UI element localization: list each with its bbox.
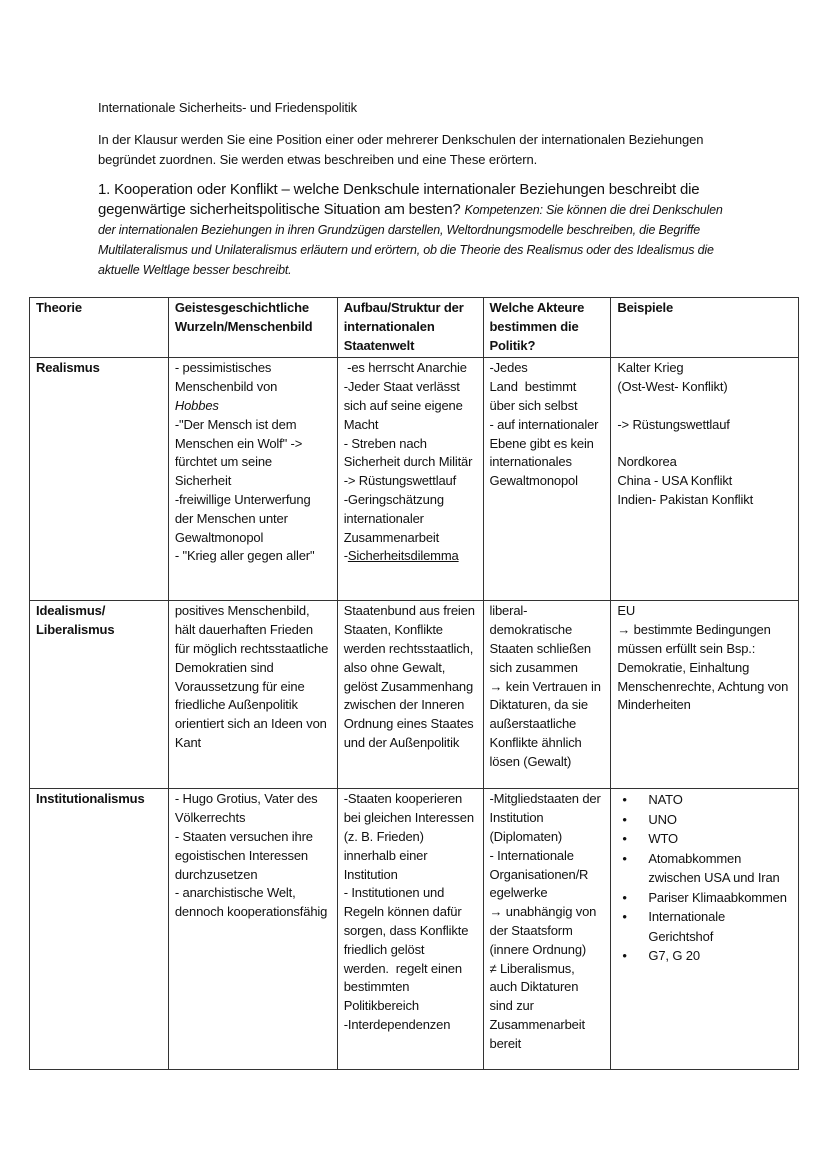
list-item-text: WTO: [648, 831, 678, 847]
roots-cell: [168, 601, 337, 789]
list-item-text: Atomabkommen zwischen USA und Iran: [648, 850, 780, 886]
cell-line: Land bestimmt über sich selbst: [489, 379, 580, 413]
cell-line: - Hugo Grotius, Vater des Völkerrechts: [174, 791, 321, 826]
actors-cell: [483, 601, 611, 789]
cell-line: -> Rüstungswettlauf: [617, 416, 730, 432]
task-competences: Kompetenzen: Sie können die drei Denkschulen der internationalen Beziehungen in ihren Grundzügen darstellen, Weltordnungsmodelle beschreiben, die Begriffe Multilateralismus und Unilateralismus erläutern und erörtern, ob die Theorie des Realismus oder des Idealismus die aktuelle Weltlage besser beschreibt.: [98, 203, 723, 277]
roots-cell: [168, 789, 337, 1070]
cell-line: Indien- Pakistan Konflikt: [617, 491, 754, 507]
list-item-text: UNO: [648, 811, 677, 827]
list-item: [617, 907, 792, 946]
cell-line: China - USA Konflikt: [617, 473, 733, 489]
bullet-icon: •: [622, 850, 627, 866]
examples-bullet-list: [617, 790, 792, 966]
bullet-icon: •: [622, 831, 627, 847]
header-structure: Aufbau/Struktur der internationalen Staatenwelt: [337, 298, 483, 358]
bullet-icon: •: [622, 948, 627, 964]
list-item: [617, 946, 792, 966]
cell-line: - Streben nach Sicherheit durch Militär -> Rüstungswettlauf: [343, 435, 476, 489]
list-item: [617, 790, 792, 810]
cell-line: positives Menschenbild, hält dauerhaften Frieden für möglich rechtsstaatliche Demokratien sind Voraussetzung für eine friedliche Außenpolitik orientiert sich an Ideen von Kant: [174, 603, 332, 750]
cell-line: Nordkorea: [617, 454, 677, 470]
underlined-term: Sicherheitsdilemma: [347, 548, 459, 564]
bullet-icon: •: [622, 811, 627, 827]
examples-cell: [611, 601, 799, 789]
header-actors: Welche Akteure bestimmen die Politik?: [483, 298, 611, 358]
cell-line: [617, 435, 792, 454]
page-title: Internationale Sicherheits- und Friedenspolitik: [98, 100, 358, 115]
cell-line: - pessimistisches Menschenbild von: [174, 360, 278, 395]
list-item: [617, 829, 792, 849]
cell-line: Hobbes: [174, 397, 219, 413]
table-row: [30, 601, 799, 789]
table-row: [30, 789, 799, 1070]
list-item: [617, 888, 792, 908]
dash-prefix: -: [343, 548, 348, 564]
cell-line: → kein Vertrauen in Diktaturen, da sie außerstaatliche Konflikte ähnlich lösen (Gewalt): [489, 678, 605, 769]
structure-cell: [337, 789, 483, 1070]
cell-line: -Staaten kooperieren bei gleichen Interessen (z. B. Frieden) innerhalb einer Institution: [343, 791, 478, 882]
cell-line: → unabhängig von der Staatsform (innere Ordnung): [489, 904, 600, 957]
intro-paragraph: In der Klausur werden Sie eine Position einer oder mehrerer Denkschulen der internationalen Beziehungen begründet zuordnen. Sie werden etwas beschreiben und eine These erörtern.: [98, 132, 704, 167]
examples-cell: [611, 789, 799, 1070]
structure-cell: [337, 358, 483, 601]
list-item-text: Pariser Klimaabkommen: [648, 889, 787, 905]
list-item-text: G7, G 20: [648, 948, 700, 964]
theory-name: Realismus: [30, 358, 169, 601]
structure-cell: [337, 601, 483, 789]
cell-line: -Geringschätzung internationaler Zusammenarbeit: [343, 491, 448, 545]
list-item: [617, 849, 792, 888]
cell-line: -Mitgliedstaaten der Institution (Diplomaten): [489, 791, 605, 844]
cell-line: werden. regelt einen bestimmten Politikbereich: [343, 960, 466, 1014]
theory-name: Idealismus/ Liberalismus: [30, 601, 169, 789]
cell-line: -Interdependenzen: [343, 1016, 451, 1032]
cell-line: - Institutionen und Regeln können dafür sorgen, dass Konflikte friedlich gelöst: [343, 885, 472, 957]
theory-name: Institutionalismus: [30, 789, 169, 1070]
cell-line: -es herrscht Anarchie: [343, 360, 467, 376]
cell-line: (Ost-West- Konflikt): [617, 379, 728, 395]
cell-line: -freiwillige Unterwerfung der Menschen unter Gewaltmonopol: [174, 491, 315, 545]
cell-line: -Jeder Staat verlässt sich auf seine eigene Macht: [343, 379, 467, 432]
actors-cell: [483, 789, 611, 1070]
cell-line: - Staaten versuchen ihre egoistischen Interessen durchzusetzen: [174, 828, 317, 882]
theories-table: [29, 297, 799, 1070]
header-roots: Geistesgeschichtliche Wurzeln/Menschenbild: [168, 298, 337, 358]
bullet-icon: •: [622, 909, 627, 925]
examples-cell: [611, 358, 799, 601]
task-paragraph: [98, 180, 738, 280]
actors-cell: [483, 358, 611, 601]
bullet-icon: •: [622, 792, 627, 808]
cell-line: [617, 397, 792, 416]
cell-line: → bestimmte Bedingungen müssen erfüllt sein Bsp.: Demokratie, Einhaltung Menschenrechte, Achtung von Minderheiten: [617, 622, 792, 713]
roots-cell: [168, 358, 337, 601]
table-header-row: [30, 298, 799, 358]
cell-line: [344, 547, 477, 566]
list-item-text: NATO: [648, 792, 683, 808]
bullet-icon: •: [622, 889, 627, 905]
list-item-text: Internationale Gerichtshof: [648, 909, 726, 944]
cell-line: ≠ Liberalismus, auch Diktaturen sind zur Zusammenarbeit bereit: [489, 960, 589, 1051]
cell-line: - "Krieg aller gegen aller": [174, 548, 315, 564]
header-theory: Theorie: [30, 298, 169, 358]
cell-line: - anarchistische Welt, dennoch kooperationsfähig: [174, 885, 328, 920]
table-row: [30, 358, 799, 601]
list-item: [617, 810, 792, 830]
cell-line: Staatenbund aus freien Staaten, Konflikte werden rechtsstaatlich, also ohne Gewalt, gelöst Zusammenhang zwischen der Inneren Ordnung eines Staates und der Außenpolitik: [343, 603, 479, 750]
cell-line: Kalter Krieg: [617, 360, 684, 376]
task-question: 1. Kooperation oder Konflikt – welche Denkschule internationaler Beziehungen beschreibt die gegenwärtige sicherheitspolitische Situation am besten?: [98, 181, 700, 218]
cell-line: -Jedes: [489, 360, 528, 376]
cell-line: -"Der Mensch ist dem Menschen ein Wolf" -> fürchtet um seine Sicherheit: [174, 416, 306, 489]
cell-line: EU: [617, 603, 636, 619]
cell-line: liberal-demokratische Staaten schließen sich zusammen: [489, 603, 595, 675]
cell-line: - auf internationaler Ebene gibt es kein internationales Gewaltmonopol: [489, 416, 602, 489]
header-examples: Beispiele: [611, 298, 799, 358]
cell-line: - Internationale Organisationen/R egelwerke: [489, 847, 592, 901]
